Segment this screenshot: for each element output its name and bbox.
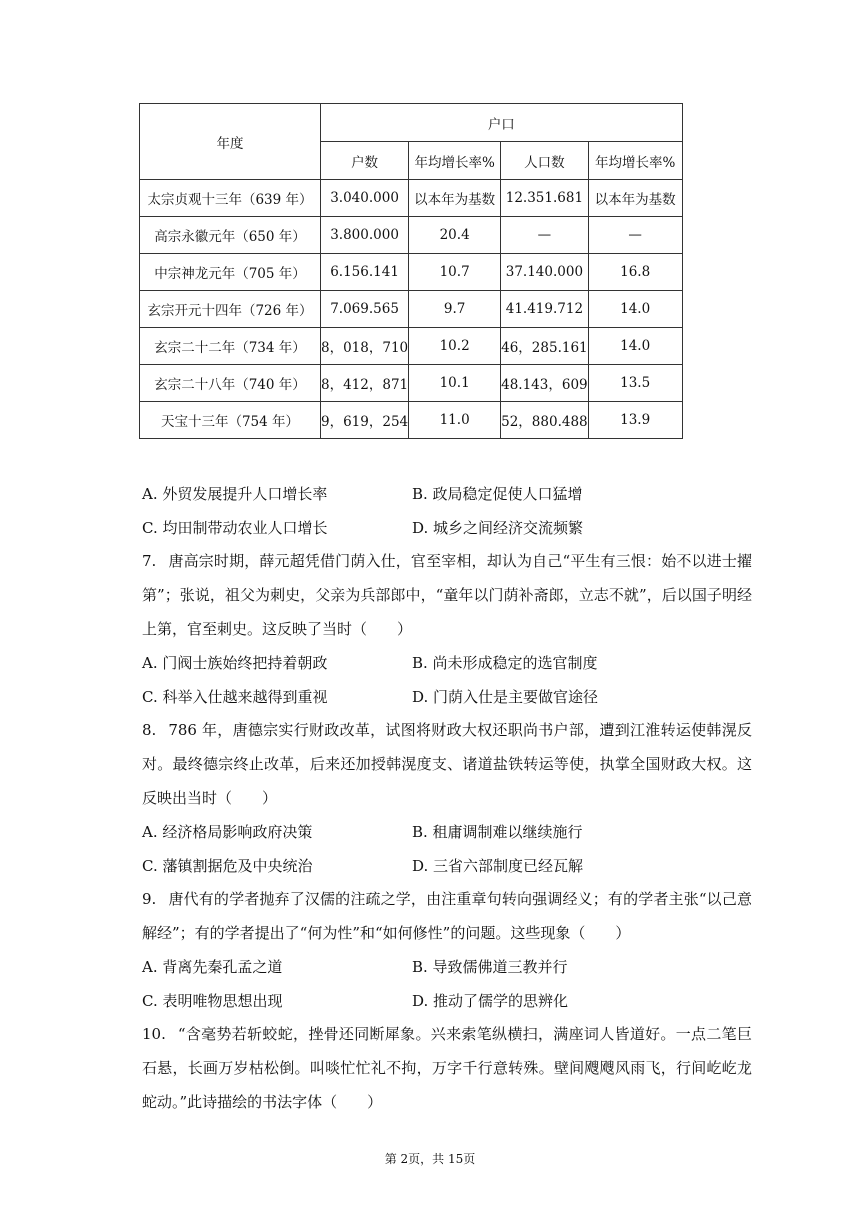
q9-option-c[interactable]: C. 表明唯物思想出现 xyxy=(142,992,283,1010)
table-cell: 以本年为基数 xyxy=(588,180,682,217)
q7-option-c[interactable]: C. 科举入仕越来越得到重视 xyxy=(142,688,328,706)
table-row xyxy=(140,291,683,328)
q8-option-a[interactable]: A. 经济格局影响政府决策 xyxy=(142,823,313,841)
q8-option-b[interactable]: B. 租庸调制难以继续施行 xyxy=(412,823,583,841)
table-cell: 12.351.681 xyxy=(501,180,589,217)
table-cell: 13.9 xyxy=(588,402,682,439)
q8-number: 8. xyxy=(142,721,157,739)
table-row xyxy=(140,402,683,439)
table-cell: 14.0 xyxy=(588,328,682,365)
page-footer: 第 2页，共 15页 xyxy=(384,1152,476,1166)
table-cell: 玄宗二十二年（734 年） xyxy=(140,328,321,365)
header-col: 户数 xyxy=(321,142,409,180)
q9-options-row-1 xyxy=(142,956,762,980)
q6-option-a[interactable]: A. 外贸发展提升人口增长率 xyxy=(142,485,328,503)
q6-option-c[interactable]: C. 均田制带动农业人口增长 xyxy=(142,519,328,537)
table-cell: 8，018，710 xyxy=(321,328,409,365)
table-cell: 玄宗开元十四年（726 年） xyxy=(140,291,321,328)
q7-stem-text: 唐高宗时期，薛元超凭借门荫入仕，官至宰相，却认为自己“平生有三恨：始不以进士擢第”；张说，祖父为刺史，父亲为兵部郎中，“童年以门荫补斋郎，立志不就”，后以国子明经上第，官至刺史。这反映了当时（ ） xyxy=(142,552,752,638)
q10-stem-text: “含毫势若斩蛟蛇，挫骨还同断犀象。兴来索笔纵横扫，满座词人皆道好。一点二笔巨石悬，长画万岁枯松倒。叫啖忙忙礼不拘，万字千行意转殊。壁间飕飕风雨飞，行间屹屹龙蛇动。”此诗描绘的书法字体（ ） xyxy=(142,1025,752,1111)
table-cell: 46，285.161 xyxy=(501,328,589,365)
q6-option-b[interactable]: B. 政局稳定促使人口猛增 xyxy=(412,485,583,503)
table-cell: — xyxy=(501,217,589,254)
header-year: 年度 xyxy=(140,104,321,180)
table-cell: 10.7 xyxy=(409,254,501,291)
header-household: 户口 xyxy=(321,104,683,142)
q6-options-row-1 xyxy=(142,483,762,507)
q10-number: 10. xyxy=(142,1025,166,1043)
q9-option-d[interactable]: D. 推动了儒学的思辨化 xyxy=(412,992,569,1010)
q7-options-row-1 xyxy=(142,652,762,676)
q9-stem-text: 唐代有的学者抛弃了汉儒的注疏之学，由注重章句转向强调经义；有的学者主张“以己意解经”；有的学者提出了“何为性”和“如何修性”的问题。这些现象（ ） xyxy=(142,890,752,942)
table-cell: 48.143，609 xyxy=(501,365,589,402)
table-cell: 7.069.565 xyxy=(321,291,409,328)
table-row xyxy=(140,365,683,402)
table-cell: 10.2 xyxy=(409,328,501,365)
q7-options-row-2 xyxy=(142,686,762,710)
table-cell: 天宝十三年（754 年） xyxy=(140,402,321,439)
table-cell: 52，880.488 xyxy=(501,402,589,439)
q7-option-d[interactable]: D. 门荫入仕是主要做官途径 xyxy=(412,688,599,706)
header-col: 人口数 xyxy=(501,142,589,180)
table-cell: 20.4 xyxy=(409,217,501,254)
table-cell: 37.140.000 xyxy=(501,254,589,291)
q8-options-row-1 xyxy=(142,821,762,845)
q6-options-row-2 xyxy=(142,517,762,541)
table-cell: 8，412，871 xyxy=(321,365,409,402)
q9-option-b[interactable]: B. 导致儒佛道三教并行 xyxy=(412,958,568,976)
table-row xyxy=(140,180,683,217)
table-cell: 14.0 xyxy=(588,291,682,328)
q9-stem xyxy=(142,882,752,950)
table-cell: 41.419.712 xyxy=(501,291,589,328)
table-cell: 6.156.141 xyxy=(321,254,409,291)
q8-stem xyxy=(142,713,752,815)
header-col: 年均增长率% xyxy=(588,142,682,180)
q10-stem xyxy=(142,1017,752,1119)
table-cell: 以本年为基数 xyxy=(409,180,501,217)
table-cell: 高宗永徽元年（650 年） xyxy=(140,217,321,254)
q9-number: 9. xyxy=(142,890,157,908)
table-cell: 13.5 xyxy=(588,365,682,402)
q8-stem-text: 786 年，唐德宗实行财政改革，试图将财政大权还职尚书户部，遭到江淮转运使韩滉反对。最终德宗终止改革，后来还加授韩滉度支、诸道盐铁转运等使，执掌全国财政大权。这反映出当时（ ） xyxy=(142,721,752,807)
table-row xyxy=(140,328,683,365)
header-col: 年均增长率% xyxy=(409,142,501,180)
table-cell: 10.1 xyxy=(409,365,501,402)
table-cell: 中宗神龙元年（705 年） xyxy=(140,254,321,291)
table-cell: 3.800.000 xyxy=(321,217,409,254)
table-cell: 16.8 xyxy=(588,254,682,291)
q8-option-d[interactable]: D. 三省六部制度已经瓦解 xyxy=(412,857,584,875)
table-row xyxy=(140,254,683,291)
table-row xyxy=(140,217,683,254)
q8-options-row-2 xyxy=(142,855,762,879)
q6-option-d[interactable]: D. 城乡之间经济交流频繁 xyxy=(412,519,584,537)
q7-option-b[interactable]: B. 尚未形成稳定的选官制度 xyxy=(412,654,598,672)
table-cell: 9，619，254 xyxy=(321,402,409,439)
table-cell: 9.7 xyxy=(409,291,501,328)
table-cell: 11.0 xyxy=(409,402,501,439)
q7-stem xyxy=(142,544,752,646)
q9-option-a[interactable]: A. 背离先秦孔孟之道 xyxy=(142,958,283,976)
table-cell: 3.040.000 xyxy=(321,180,409,217)
population-table xyxy=(139,103,683,439)
table-cell: 玄宗二十八年（740 年） xyxy=(140,365,321,402)
table-cell: — xyxy=(588,217,682,254)
q8-option-c[interactable]: C. 藩镇割据危及中央统治 xyxy=(142,857,313,875)
q7-number: 7. xyxy=(142,552,157,570)
q9-options-row-2 xyxy=(142,990,762,1014)
table-cell: 太宗贞观十三年（639 年） xyxy=(140,180,321,217)
q7-option-a[interactable]: A. 门阀士族始终把持着朝政 xyxy=(142,654,328,672)
